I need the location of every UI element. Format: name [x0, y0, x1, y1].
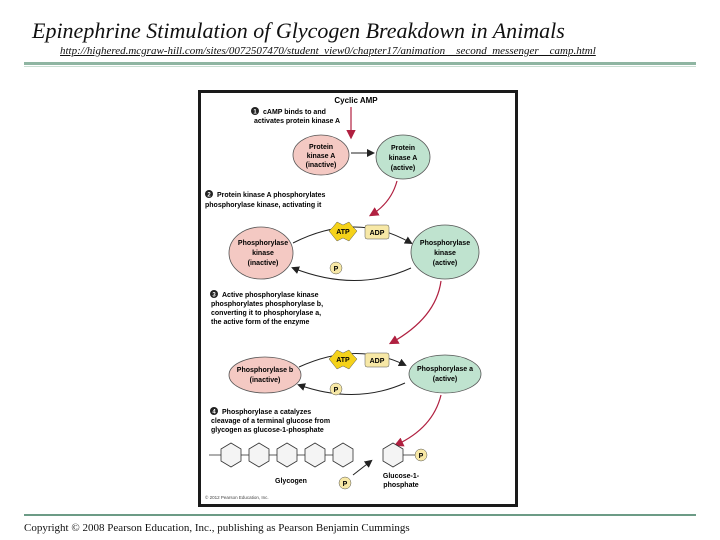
phosphorylase-b-node [229, 357, 301, 393]
footer-divider [24, 514, 696, 516]
svg-text:Phosphorylase b: Phosphorylase b [236, 367, 294, 374]
pka-inactive-node [293, 135, 349, 175]
step-3-line-2: phosphorylates phosphorylase b, [211, 301, 324, 308]
svg-text:kinase A: kinase A [306, 153, 336, 160]
svg-text:Phosphorylase: Phosphorylase [419, 240, 471, 247]
step-3-number: 3 [212, 292, 216, 299]
svg-text:ATP: ATP [336, 229, 350, 236]
step-4-line-1: Phosphorylase a catalyzes [222, 409, 312, 416]
adp-badge-2 [365, 353, 389, 367]
phosphorylase-reverse-arrow [299, 383, 405, 395]
svg-text:kinase: kinase [252, 250, 274, 257]
step-1-line-1: cAMP binds to and [263, 109, 326, 116]
step-2-line-2: phosphorylase kinase, activating it [205, 202, 322, 209]
phk-active-node [411, 225, 479, 279]
step-1 [251, 107, 340, 125]
svg-text:P: P [342, 481, 348, 488]
svg-text:(inactive): (inactive) [305, 162, 337, 169]
svg-text:ADP: ADP [369, 358, 385, 365]
step-2-line-1: Protein kinase A phosphorylates [217, 192, 326, 199]
camp-header: Cyclic AMP [334, 96, 378, 105]
svg-text:(active): (active) [432, 376, 458, 383]
step-3-line-1: Active phosphorylase kinase [222, 292, 319, 299]
svg-text:(inactive): (inactive) [247, 260, 279, 267]
step-3-line-4: the active form of the enzyme [211, 319, 310, 326]
phosphorylase-a-node [409, 355, 481, 393]
copyright-text: Copyright © 2008 Pearson Education, Inc., publishing as Pearson Benjamin Cummings [24, 522, 410, 534]
phosphate-badge-2 [330, 383, 342, 395]
phosphorylase-a-catalysis-arrow [396, 395, 441, 445]
atp-badge-1 [329, 222, 357, 241]
phosphate-badge-1 [330, 262, 342, 274]
step-4-number: 4 [212, 409, 216, 416]
pathway-diagram [201, 93, 515, 504]
phk-inactive-node [229, 227, 293, 279]
svg-text:Phosphorylase: Phosphorylase [237, 240, 289, 247]
svg-text:kinase A: kinase A [388, 155, 418, 162]
phosphate-badge-4 [415, 449, 427, 461]
svg-text:P: P [418, 453, 424, 460]
step-4-line-3: glycogen as glucose-1-phosphate [211, 427, 324, 434]
figure-credit: © 2012 Pearson Education, Inc. [205, 495, 269, 500]
svg-text:ATP: ATP [336, 357, 350, 364]
step-2-number: 2 [207, 192, 211, 199]
adp-badge-1 [365, 225, 389, 239]
svg-text:(active): (active) [390, 165, 416, 172]
phk-reverse-arrow [293, 268, 411, 281]
glucose-1-phosphate-label-1: Glucose-1- [382, 473, 420, 480]
animation-link[interactable]: http://highered.mcgraw-hill.com/sites/0072507470/student_view0/chapter17/animation__second_messenger__camp.html [60, 45, 596, 57]
glucose-1-phosphate-label-2: phosphate [383, 482, 419, 489]
pka-active-node [376, 135, 430, 179]
step-2 [205, 190, 326, 209]
svg-text:(inactive): (inactive) [249, 377, 281, 384]
glycogen-label: Glycogen [275, 478, 307, 485]
svg-text:Phosphorylase a: Phosphorylase a [416, 366, 474, 373]
pka-to-phk-arrow [371, 181, 397, 215]
phosphate-badge-3 [339, 477, 351, 489]
svg-text:(active): (active) [432, 260, 458, 267]
step-4-line-2: cleavage of a terminal glucose from [211, 418, 331, 425]
svg-text:P: P [333, 266, 339, 273]
glucose-1-phosphate-molecule [383, 443, 415, 467]
step-1-line-2: activates protein kinase A [254, 118, 341, 125]
phk-to-phosphorylase-arrow [391, 281, 441, 343]
step-4 [210, 407, 330, 434]
release-arrow [353, 461, 371, 475]
step-3-line-3: converting it to phosphorylase a, [211, 310, 322, 317]
svg-text:P: P [333, 387, 339, 394]
svg-text:kinase: kinase [434, 250, 456, 257]
svg-text:ADP: ADP [369, 230, 385, 237]
step-3 [210, 290, 323, 326]
title-divider [24, 62, 696, 65]
figure-frame [198, 90, 518, 507]
svg-text:Protein: Protein [308, 144, 334, 151]
svg-text:Protein: Protein [390, 145, 416, 152]
slide-title: Epinephrine Stimulation of Glycogen Breakdown in Animals [32, 18, 565, 43]
glycogen-chain [209, 443, 353, 467]
title-divider-thin [24, 66, 696, 67]
atp-badge-2 [329, 350, 357, 369]
step-1-number: 1 [253, 109, 257, 116]
